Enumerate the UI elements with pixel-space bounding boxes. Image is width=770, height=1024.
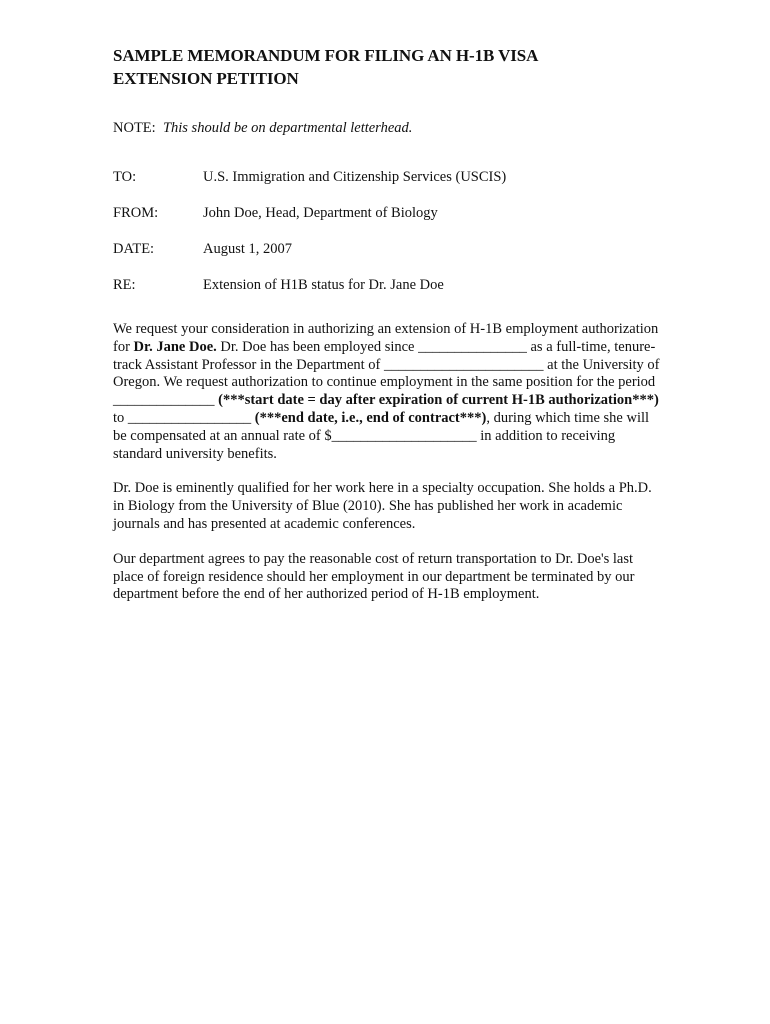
header-row-date xyxy=(113,240,663,258)
re-value: Extension of H1B status for Dr. Jane Doe xyxy=(203,277,444,293)
body-paragraph-transportation: Our department agrees to pay the reasonable cost of return transportation to Dr. Doe's last place of foreign residence should her employment in our department be terminated by our department before the end of her authorized period of H-1B employment. xyxy=(113,550,635,603)
memo-header xyxy=(113,168,663,294)
from-value: John Doe, Head, Department of Biology xyxy=(203,205,438,221)
p1-employee-name: Dr. Jane Doe. xyxy=(133,338,217,355)
memo-title-line-2: EXTENSION PETITION xyxy=(113,69,299,88)
body-paragraph-request xyxy=(113,321,663,463)
p1-text-a: We request your consideration in authorizing an extension of H-1B employment authorization for xyxy=(113,321,659,355)
letterhead-note xyxy=(113,119,663,137)
p1-text-d: , during which time she will be compensated at an annual rate of $____________________ in addition to receiving standard university benefits. xyxy=(113,409,650,462)
memo-title xyxy=(113,44,663,90)
memo-page xyxy=(113,44,663,604)
date-value: August 1, 2007 xyxy=(203,241,293,257)
note-label: NOTE: xyxy=(113,120,156,136)
header-row-to xyxy=(113,168,663,186)
date-label: DATE: xyxy=(113,241,155,257)
to-label: TO: xyxy=(113,169,137,185)
re-label: RE: xyxy=(113,277,136,293)
from-label: FROM: xyxy=(113,205,159,221)
header-row-from xyxy=(113,204,663,222)
to-value: U.S. Immigration and Citizenship Services (USCIS) xyxy=(203,169,507,185)
p1-end-date-instruction: (***end date, i.e., end of contract***) xyxy=(254,409,487,426)
p1-text-c: to _________________ xyxy=(113,409,255,426)
body-paragraph-qualifications: Dr. Doe is eminently qualified for her work here in a specialty occupation. She holds a Ph.D. in Biology from the University of Blue (2010). She has published her work in academic journals and has presented at academic conferences. xyxy=(113,480,652,532)
memo-title-line-1: SAMPLE MEMORANDUM FOR FILING AN H-1B VISA xyxy=(113,46,539,65)
note-text: This should be on departmental letterhead. xyxy=(162,120,413,136)
header-row-re xyxy=(113,276,663,294)
p1-text-b: Dr. Doe has been employed since _______________ as a full-time, tenure-track Assistant Professor in the Department of ______________________ at the University of Oregon. We request authorization to continue employment in the same position for the period ______________ xyxy=(113,338,660,409)
p1-start-date-instruction: (***start date = day after expiration of current H-1B authorization***) xyxy=(218,392,659,409)
